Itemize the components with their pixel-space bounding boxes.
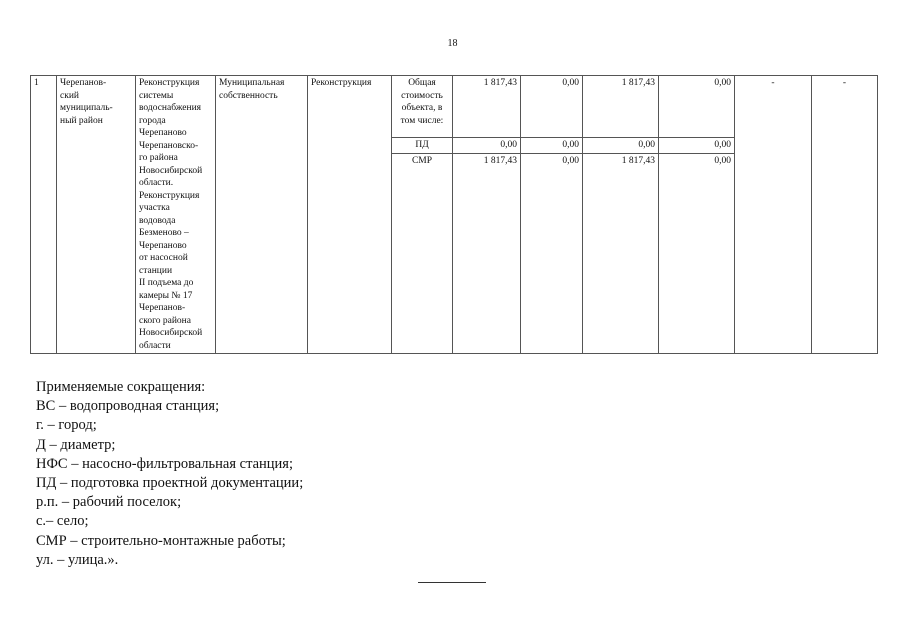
pd-value-4: 0,00 [659, 138, 735, 154]
abbreviation-item: СМР – строительно-монтажные работы; [36, 532, 286, 549]
abbreviation-item: Д – диаметр; [36, 436, 116, 453]
row-index: 1 [31, 76, 57, 354]
abbreviation-item: р.п. – рабочий поселок; [36, 494, 182, 511]
district-cell: Черепанов- ский муниципаль- ный район [57, 76, 136, 354]
smr-value-2: 0,00 [521, 153, 583, 354]
ownership-cell: Муниципальная собственность [216, 76, 308, 354]
table-row [31, 76, 878, 138]
smr-label: СМР [392, 153, 453, 354]
abbreviations-section [36, 378, 303, 570]
smr-value-1: 1 817,43 [453, 153, 521, 354]
abbreviation-item: ВС – водопроводная станция; [36, 398, 220, 415]
dash-cell-2: - [812, 76, 878, 354]
page-number: 18 [447, 38, 458, 49]
pd-value-3: 0,00 [583, 138, 659, 154]
pd-value-1: 0,00 [453, 138, 521, 154]
total-value-1: 1 817,43 [453, 76, 521, 138]
total-value-3: 1 817,43 [583, 76, 659, 138]
abbreviation-item: с.– село; [36, 513, 89, 530]
work-type-cell: Реконструкция [308, 76, 392, 354]
construction-table [30, 75, 878, 354]
smr-value-4: 0,00 [659, 153, 735, 354]
pd-label: ПД [392, 138, 453, 154]
total-value-2: 0,00 [521, 76, 583, 138]
object-cell: Реконструкция системы водоснабжения города Черепаново Черепановско- го района Новосибирской области. Реконструкция участка водовода Безменово – Черепаново от насосной станции II подъема до камеры № 17 Черепанов- ского района Новосибирской области [136, 76, 216, 354]
abbreviation-item: ПД – подготовка проектной документации; [36, 475, 304, 492]
abbreviations-title: Применяемые сокращения: [36, 379, 206, 395]
total-value-4: 0,00 [659, 76, 735, 138]
abbreviation-item: НФС – насосно-фильтровальная станция; [36, 455, 293, 472]
abbreviation-item: г. – город; [36, 417, 97, 434]
pd-value-2: 0,00 [521, 138, 583, 154]
closing-rule [418, 582, 486, 583]
abbreviation-item: ул. – улица.». [36, 551, 119, 568]
smr-value-3: 1 817,43 [583, 153, 659, 354]
total-label-cell: Общая стоимость объекта, в том числе: [392, 76, 453, 138]
dash-cell-1: - [735, 76, 812, 354]
